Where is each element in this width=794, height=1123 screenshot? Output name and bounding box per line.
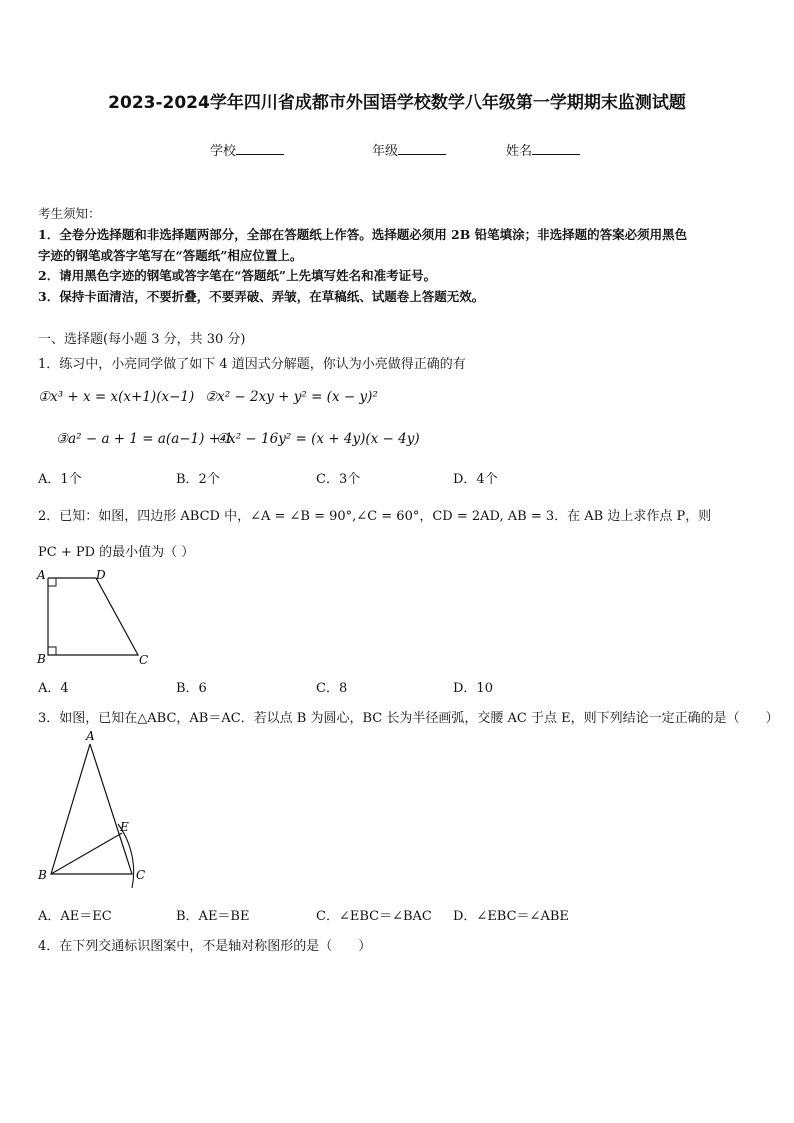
q3-triangle-figure [34,728,159,896]
q3-stem: 3．如图，已知在△ABC，AB＝AC．若以点 B 为圆心，BC 长为半径画弧，交腰 AC 于点 E，则下列结论一定正确的是（ ） [38,711,779,726]
q1-stem: 1．练习中，小亮同学做了如下 4 道因式分解题，你认为小亮做得正确的有 [38,357,466,372]
label-e: E [120,820,129,834]
q1-expr-4: ④x² − 16y² = (x + 4y)(x − 4y) [216,431,420,447]
school-blank [236,142,284,155]
label-a: A [37,568,46,582]
name-label: 姓名 [506,144,533,159]
q3-option-b[interactable]: B．AE＝BE [176,909,250,924]
q2-option-c[interactable]: C．8 [316,681,348,696]
q2-stem-2: PC + PD 的最小值为（ ） [38,545,195,560]
q1-expr-1: ①x³ + x = x(x+1)(x−1) [38,389,195,405]
q1-option-d[interactable]: D．4个 [453,472,498,487]
q3-option-a[interactable]: A．AE＝EC [38,909,112,924]
trapezoid-outline [48,578,138,655]
q2-option-b[interactable]: B．6 [176,681,207,696]
q4-stem: 4．在下列交通标识图案中，不是轴对称图形的是（ ） [38,939,372,954]
name-blank [532,142,580,155]
notice-line-1a: 1．全卷分选择题和非选择题两部分，全部在答题纸上作答。选择题必须用 2B 铅笔填涂；非选择题的答案必须用黑色 [38,227,688,242]
name-field [506,140,580,159]
q3-option-c[interactable]: C．∠EBC＝∠BAC [316,909,432,924]
grade-label: 年级 [372,144,399,159]
triangle-abc [51,744,132,874]
q2-stem: 2．已知：如图，四边形 ABCD 中，∠A = ∠B = 90°,∠C = 60°，CD = 2AD, AB = 3．在 AB 边上求作点 P，则 [38,509,712,524]
right-angle-a [48,578,56,586]
notice-line-1b: 字迹的钢笔或答字笔写在“答题纸”相应位置上。 [38,248,303,263]
label-d: D [96,568,106,582]
q1-option-b[interactable]: B．2个 [176,472,220,487]
right-angle-b [48,647,56,655]
q2-trapezoid-figure [34,564,154,669]
q1-option-a[interactable]: A．1个 [38,472,82,487]
grade-blank [398,142,446,155]
q2-option-d[interactable]: D．10 [453,681,493,696]
q2-option-a[interactable]: A．4 [38,681,69,696]
section-heading: 一、选择题(每小题 3 分，共 30 分) [38,332,246,347]
label-c: C [139,653,149,667]
q3-option-d[interactable]: D．∠EBC＝∠ABE [453,909,569,924]
label-b: B [37,652,46,666]
q1-expr-3: ③a² − a + 1 = a(a−1) + 1 [56,431,233,447]
q1-expr-2: ②x² − 2xy + y² = (x − y)² [205,389,378,405]
school-field [210,140,284,159]
notice-heading: 考生须知： [38,206,101,221]
label-b: B [38,868,47,882]
notice-line-3: 3．保持卡面清洁，不要折叠，不要弄破、弄皱，在草稿纸、试题卷上答题无效。 [38,289,485,304]
notice-line-2: 2．请用黑色字迹的钢笔或答字笔在“答题纸”上先填写姓名和准考证号。 [38,268,437,283]
grade-field [372,140,446,159]
school-label: 学校 [210,144,237,159]
q1-option-c[interactable]: C．3个 [316,472,361,487]
label-a: A [86,729,95,743]
page-title: 2023-2024学年四川省成都市外国语学校数学八年级第一学期期末监测试题 [108,93,686,113]
label-c: C [136,868,146,882]
